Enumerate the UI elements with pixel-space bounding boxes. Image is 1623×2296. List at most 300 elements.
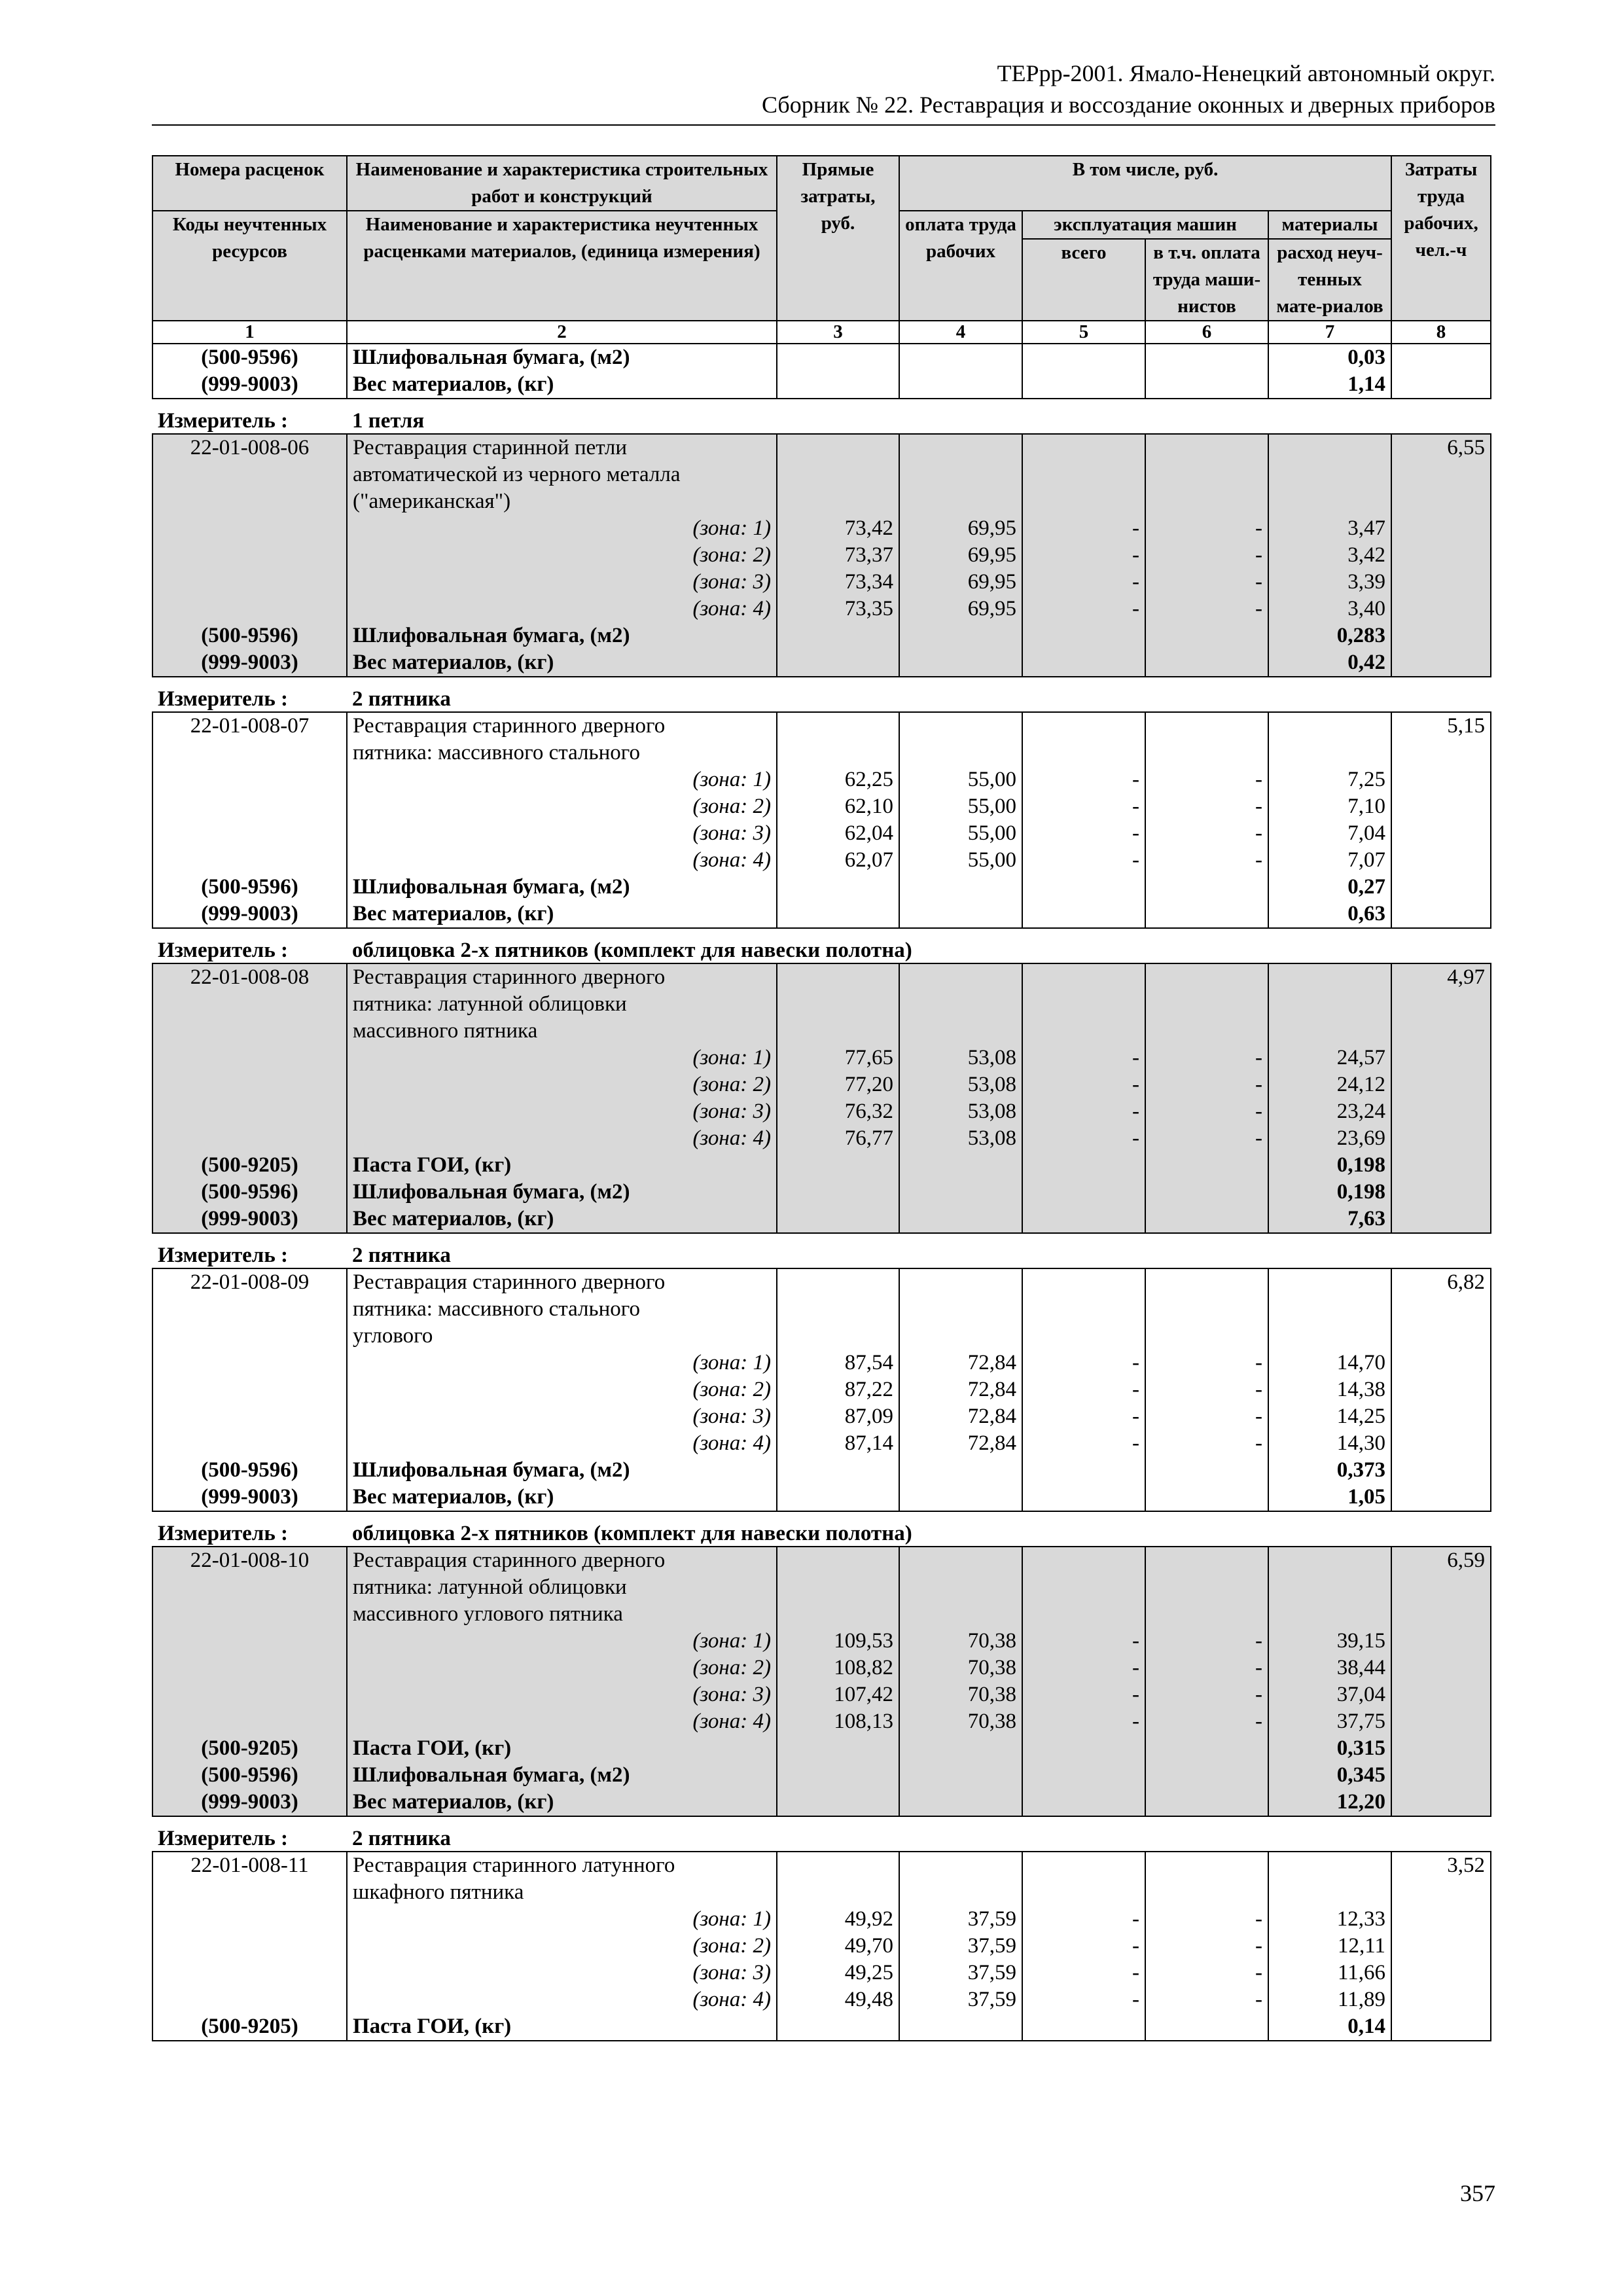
machines-total: -	[1022, 1960, 1145, 1986]
zone-row	[152, 1960, 1491, 1986]
rate-description-row	[152, 1268, 1491, 1296]
materials-cost: 37,75	[1268, 1708, 1391, 1735]
materials-cost: 12,11	[1268, 1933, 1391, 1960]
rate-name-line: пятника: латунной облицовки	[347, 1574, 777, 1601]
labor-cost: 4,97	[1391, 963, 1491, 991]
machines-total: -	[1022, 1403, 1145, 1430]
column-number: 7	[1268, 321, 1391, 344]
machinist-wage: -	[1145, 1655, 1268, 1681]
machinist-wage: -	[1145, 1628, 1268, 1655]
zone-label: (зона: 1)	[347, 1045, 777, 1071]
resource-code: (500-9205)	[152, 1735, 347, 1762]
zone-label: (зона: 2)	[347, 1376, 777, 1403]
machinist-wage: -	[1145, 1071, 1268, 1098]
worker-wage: 70,38	[899, 1708, 1022, 1735]
worker-wage: 70,38	[899, 1628, 1022, 1655]
resource-row	[152, 371, 1491, 399]
resource-name: Шлифовальная бумага, (м2)	[347, 1457, 777, 1484]
zone-row	[152, 1403, 1491, 1430]
rate-code: 22-01-008-07	[152, 712, 347, 740]
resource-code: (500-9596)	[152, 344, 347, 371]
materials-cost: 3,47	[1268, 515, 1391, 542]
resource-row	[152, 1789, 1491, 1816]
resource-name: Вес материалов, (кг)	[347, 371, 777, 399]
machinist-wage: -	[1145, 1681, 1268, 1708]
resource-row	[152, 1179, 1491, 1206]
zone-label: (зона: 2)	[347, 1071, 777, 1098]
rate-code: 22-01-008-08	[152, 963, 347, 991]
direct-cost: 73,37	[777, 542, 899, 569]
direct-cost: 108,82	[777, 1655, 899, 1681]
header-work-name: Наименование и характеристика строительных работ и конструкций	[347, 156, 777, 211]
header-rule	[152, 124, 1495, 126]
zone-label: (зона: 2)	[347, 1933, 777, 1960]
labor-cost: 6,59	[1391, 1547, 1491, 1574]
resource-name: Вес материалов, (кг)	[347, 1484, 777, 1511]
header-labor: Затраты труда рабочих, чел.-ч	[1391, 156, 1491, 321]
labor-cost: 3,52	[1391, 1852, 1491, 1879]
resource-qty: 0,63	[1268, 901, 1391, 928]
zone-label: (зона: 4)	[347, 847, 777, 874]
table-header	[152, 156, 1491, 344]
rate-description-row	[152, 1879, 1491, 1906]
rate-name-line: углового	[347, 1323, 777, 1350]
header-wages: оплата труда рабочих	[899, 211, 1022, 321]
machinist-wage: -	[1145, 542, 1268, 569]
rate-name-line: Реставрация старинного дверного	[347, 712, 777, 740]
resource-row	[152, 2013, 1491, 2041]
worker-wage: 72,84	[899, 1350, 1022, 1376]
machines-total: -	[1022, 515, 1145, 542]
worker-wage: 37,59	[899, 1960, 1022, 1986]
direct-cost: 109,53	[777, 1628, 899, 1655]
zone-label: (зона: 3)	[347, 1960, 777, 1986]
worker-wage: 72,84	[899, 1376, 1022, 1403]
rate-name-line: массивного углового пятника	[347, 1601, 777, 1628]
zone-label: (зона: 1)	[347, 766, 777, 793]
header-machines-total: всего	[1022, 239, 1145, 321]
machines-total: -	[1022, 847, 1145, 874]
materials-cost: 7,10	[1268, 793, 1391, 820]
zone-label: (зона: 3)	[347, 820, 777, 847]
machines-total: -	[1022, 596, 1145, 622]
rate-description-row	[152, 1574, 1491, 1601]
machinist-wage: -	[1145, 1350, 1268, 1376]
machines-total: -	[1022, 793, 1145, 820]
measure-unit: облицовка 2-х пятников (комплект для навески полотна)	[347, 1511, 1491, 1547]
machines-total: -	[1022, 542, 1145, 569]
column-numbers-row	[152, 321, 1491, 344]
rate-description-row	[152, 712, 1491, 740]
measure-row	[152, 677, 1491, 712]
zone-row	[152, 1098, 1491, 1125]
machines-total: -	[1022, 1906, 1145, 1933]
rate-code: 22-01-008-09	[152, 1268, 347, 1296]
direct-cost: 87,22	[777, 1376, 899, 1403]
zone-row	[152, 1125, 1491, 1152]
resource-qty: 0,198	[1268, 1152, 1391, 1179]
worker-wage: 69,95	[899, 569, 1022, 596]
rate-name-line: шкафного пятника	[347, 1879, 777, 1906]
worker-wage: 72,84	[899, 1403, 1022, 1430]
materials-cost: 14,38	[1268, 1376, 1391, 1403]
direct-cost: 49,48	[777, 1986, 899, 2013]
worker-wage: 53,08	[899, 1098, 1022, 1125]
rate-description-row	[152, 991, 1491, 1018]
direct-cost: 76,77	[777, 1125, 899, 1152]
materials-cost: 7,04	[1268, 820, 1391, 847]
direct-cost: 107,42	[777, 1681, 899, 1708]
worker-wage: 55,00	[899, 766, 1022, 793]
direct-cost: 77,20	[777, 1071, 899, 1098]
resource-qty: 0,03	[1268, 344, 1391, 371]
machines-total: -	[1022, 1430, 1145, 1457]
resource-row	[152, 1206, 1491, 1233]
machines-total: -	[1022, 1350, 1145, 1376]
measure-unit: 2 пятника	[347, 1233, 1491, 1268]
measure-label: Измеритель :	[152, 928, 347, 963]
resource-name: Шлифовальная бумага, (м2)	[347, 874, 777, 901]
direct-cost: 62,10	[777, 793, 899, 820]
header-resource-codes: Коды неучтенных ресурсов	[152, 211, 347, 321]
rate-description-row	[152, 1547, 1491, 1574]
rate-description-row	[152, 1018, 1491, 1045]
resource-row	[152, 1152, 1491, 1179]
materials-cost: 23,24	[1268, 1098, 1391, 1125]
zone-row	[152, 1681, 1491, 1708]
worker-wage: 72,84	[899, 1430, 1022, 1457]
worker-wage: 55,00	[899, 793, 1022, 820]
measure-label: Измеритель :	[152, 1816, 347, 1852]
machinist-wage: -	[1145, 1986, 1268, 2013]
resource-qty: 0,315	[1268, 1735, 1391, 1762]
direct-cost: 87,54	[777, 1350, 899, 1376]
zone-row	[152, 847, 1491, 874]
machines-total: -	[1022, 1708, 1145, 1735]
header-materials: материалы	[1268, 211, 1391, 239]
machines-total: -	[1022, 1681, 1145, 1708]
zone-row	[152, 1708, 1491, 1735]
zone-row	[152, 1045, 1491, 1071]
materials-cost: 7,25	[1268, 766, 1391, 793]
zone-label: (зона: 3)	[347, 1098, 777, 1125]
column-number: 4	[899, 321, 1022, 344]
machines-total: -	[1022, 1376, 1145, 1403]
direct-cost: 49,25	[777, 1960, 899, 1986]
machinist-wage: -	[1145, 1906, 1268, 1933]
worker-wage: 37,59	[899, 1906, 1022, 1933]
resource-row	[152, 1735, 1491, 1762]
measure-row	[152, 1816, 1491, 1852]
direct-cost: 62,04	[777, 820, 899, 847]
direct-cost: 49,70	[777, 1933, 899, 1960]
resource-name: Шлифовальная бумага, (м2)	[347, 344, 777, 371]
machines-total: -	[1022, 1986, 1145, 2013]
measure-unit: 2 пятника	[347, 677, 1491, 712]
resource-name: Шлифовальная бумага, (м2)	[347, 622, 777, 649]
rate-description-row	[152, 488, 1491, 515]
resource-name: Вес материалов, (кг)	[347, 901, 777, 928]
materials-cost: 39,15	[1268, 1628, 1391, 1655]
rate-name-line: автоматической из черного металла	[347, 461, 777, 488]
resource-qty: 0,345	[1268, 1762, 1391, 1789]
machinist-wage: -	[1145, 1708, 1268, 1735]
worker-wage: 70,38	[899, 1655, 1022, 1681]
column-number: 2	[347, 321, 777, 344]
resource-code: (500-9596)	[152, 874, 347, 901]
zone-row	[152, 1655, 1491, 1681]
resource-code: (500-9596)	[152, 1179, 347, 1206]
labor-cost: 5,15	[1391, 712, 1491, 740]
resource-qty: 7,63	[1268, 1206, 1391, 1233]
zone-row	[152, 569, 1491, 596]
header-title: ТЕРрр-2001. Ямало-Ненецкий автономный округ.	[997, 60, 1495, 86]
direct-cost: 73,35	[777, 596, 899, 622]
resource-row	[152, 874, 1491, 901]
zone-row	[152, 542, 1491, 569]
resource-row	[152, 344, 1491, 371]
direct-cost: 76,32	[777, 1098, 899, 1125]
resource-name: Паста ГОИ, (кг)	[347, 1735, 777, 1762]
worker-wage: 69,95	[899, 596, 1022, 622]
resource-qty: 0,198	[1268, 1179, 1391, 1206]
direct-cost: 87,14	[777, 1430, 899, 1457]
column-number: 8	[1391, 321, 1491, 344]
rate-name-line: пятника: массивного стального	[347, 1296, 777, 1323]
materials-cost: 24,12	[1268, 1071, 1391, 1098]
measure-label: Измеритель :	[152, 1511, 347, 1547]
zone-row	[152, 820, 1491, 847]
zone-row	[152, 596, 1491, 622]
materials-cost: 37,04	[1268, 1681, 1391, 1708]
rate-name-line: пятника: латунной облицовки	[347, 991, 777, 1018]
resource-code: (999-9003)	[152, 371, 347, 399]
materials-cost: 11,89	[1268, 1986, 1391, 2013]
header-machinist-wages: в т.ч. оплата труда маши-нистов	[1145, 239, 1268, 321]
worker-wage: 55,00	[899, 847, 1022, 874]
zone-label: (зона: 3)	[347, 1681, 777, 1708]
resource-qty: 0,373	[1268, 1457, 1391, 1484]
zone-label: (зона: 2)	[347, 542, 777, 569]
zone-label: (зона: 3)	[347, 569, 777, 596]
zone-row	[152, 793, 1491, 820]
direct-cost: 108,13	[777, 1708, 899, 1735]
materials-cost: 11,66	[1268, 1960, 1391, 1986]
rate-code: 22-01-008-11	[152, 1852, 347, 1879]
resource-qty: 0,283	[1268, 622, 1391, 649]
machinist-wage: -	[1145, 1960, 1268, 1986]
measure-row	[152, 1233, 1491, 1268]
materials-cost: 12,33	[1268, 1906, 1391, 1933]
resource-qty: 0,14	[1268, 2013, 1391, 2041]
rate-description-row	[152, 1601, 1491, 1628]
resource-name: Паста ГОИ, (кг)	[347, 1152, 777, 1179]
zone-row	[152, 1071, 1491, 1098]
header-rate-numbers: Номера расценок	[152, 156, 347, 211]
rate-code: 22-01-008-10	[152, 1547, 347, 1574]
labor-cost: 6,82	[1391, 1268, 1491, 1296]
rate-name-line: Реставрация старинной петли	[347, 434, 777, 461]
resource-row	[152, 901, 1491, 928]
header-direct-costs: Прямые затраты, руб.	[777, 156, 899, 321]
direct-cost: 62,07	[777, 847, 899, 874]
machines-total: -	[1022, 1045, 1145, 1071]
zone-row	[152, 1430, 1491, 1457]
worker-wage: 53,08	[899, 1125, 1022, 1152]
zone-label: (зона: 1)	[347, 1906, 777, 1933]
zone-label: (зона: 4)	[347, 1708, 777, 1735]
zone-label: (зона: 4)	[347, 1125, 777, 1152]
resource-name: Вес материалов, (кг)	[347, 1789, 777, 1816]
rate-description-row	[152, 1296, 1491, 1323]
worker-wage: 69,95	[899, 542, 1022, 569]
machines-total: -	[1022, 1628, 1145, 1655]
zone-label: (зона: 4)	[347, 1986, 777, 2013]
rate-name-line: Реставрация старинного дверного	[347, 1547, 777, 1574]
machinist-wage: -	[1145, 596, 1268, 622]
zone-label: (зона: 2)	[347, 793, 777, 820]
measure-row	[152, 1511, 1491, 1547]
rate-name-line: массивного пятника	[347, 1018, 777, 1045]
resource-code: (500-9205)	[152, 1152, 347, 1179]
direct-cost: 49,92	[777, 1906, 899, 1933]
header-machines: эксплуатация машин	[1022, 211, 1268, 239]
zone-row	[152, 1376, 1491, 1403]
column-number: 5	[1022, 321, 1145, 344]
machinist-wage: -	[1145, 1403, 1268, 1430]
resource-code: (500-9596)	[152, 622, 347, 649]
table-body	[152, 344, 1491, 2041]
rate-description-row	[152, 1323, 1491, 1350]
machines-total: -	[1022, 1655, 1145, 1681]
measure-label: Измеритель :	[152, 677, 347, 712]
worker-wage: 69,95	[899, 515, 1022, 542]
direct-cost: 77,65	[777, 1045, 899, 1071]
rate-description-row	[152, 1852, 1491, 1879]
header-material-name: Наименование и характеристика неучтенных расценками материалов, (единица измерения)	[347, 211, 777, 321]
labor-cost: 6,55	[1391, 434, 1491, 461]
machines-total: -	[1022, 766, 1145, 793]
zone-row	[152, 1906, 1491, 1933]
resource-row	[152, 649, 1491, 677]
rate-name-line: Реставрация старинного латунного	[347, 1852, 777, 1879]
column-number: 6	[1145, 321, 1268, 344]
column-number: 3	[777, 321, 899, 344]
rate-description-row	[152, 963, 1491, 991]
machinist-wage: -	[1145, 569, 1268, 596]
measure-unit: 1 петля	[347, 399, 1491, 434]
resource-row	[152, 1484, 1491, 1511]
zone-label: (зона: 4)	[347, 1430, 777, 1457]
rate-description-row	[152, 434, 1491, 461]
measure-row	[152, 928, 1491, 963]
resource-qty: 0,42	[1268, 649, 1391, 677]
materials-cost: 24,57	[1268, 1045, 1391, 1071]
direct-cost: 73,42	[777, 515, 899, 542]
rate-name-line: Реставрация старинного дверного	[347, 1268, 777, 1296]
machines-total: -	[1022, 569, 1145, 596]
resource-code: (999-9003)	[152, 1789, 347, 1816]
machinist-wage: -	[1145, 820, 1268, 847]
header-material-consumption: расход неуч-тенных мате-риалов	[1268, 239, 1391, 321]
resource-name: Шлифовальная бумага, (м2)	[347, 1762, 777, 1789]
machinist-wage: -	[1145, 1376, 1268, 1403]
worker-wage: 55,00	[899, 820, 1022, 847]
resource-code: (999-9003)	[152, 1206, 347, 1233]
measure-unit: 2 пятника	[347, 1816, 1491, 1852]
materials-cost: 23,69	[1268, 1125, 1391, 1152]
worker-wage: 53,08	[899, 1045, 1022, 1071]
machines-total: -	[1022, 1933, 1145, 1960]
materials-cost: 14,30	[1268, 1430, 1391, 1457]
materials-cost: 3,39	[1268, 569, 1391, 596]
resource-row	[152, 1457, 1491, 1484]
zone-label: (зона: 3)	[347, 1403, 777, 1430]
machinist-wage: -	[1145, 793, 1268, 820]
resource-qty: 1,14	[1268, 371, 1391, 399]
price-table	[152, 155, 1491, 2041]
resource-name: Шлифовальная бумага, (м2)	[347, 1179, 777, 1206]
machinist-wage: -	[1145, 1098, 1268, 1125]
zone-row	[152, 515, 1491, 542]
zone-row	[152, 1933, 1491, 1960]
zone-label: (зона: 4)	[347, 596, 777, 622]
resource-name: Паста ГОИ, (кг)	[347, 2013, 777, 2041]
resource-qty: 1,05	[1268, 1484, 1391, 1511]
worker-wage: 37,59	[899, 1933, 1022, 1960]
resource-code: (999-9003)	[152, 901, 347, 928]
measure-label: Измеритель :	[152, 399, 347, 434]
resource-code: (999-9003)	[152, 1484, 347, 1511]
materials-cost: 7,07	[1268, 847, 1391, 874]
machinist-wage: -	[1145, 1125, 1268, 1152]
resource-code: (500-9596)	[152, 1457, 347, 1484]
zone-label: (зона: 1)	[347, 515, 777, 542]
zone-row	[152, 1350, 1491, 1376]
materials-cost: 14,25	[1268, 1403, 1391, 1430]
worker-wage: 37,59	[899, 1986, 1022, 2013]
resource-row	[152, 622, 1491, 649]
rate-code: 22-01-008-06	[152, 434, 347, 461]
direct-cost: 73,34	[777, 569, 899, 596]
header-including: В том числе, руб.	[899, 156, 1391, 211]
resource-qty: 12,20	[1268, 1789, 1391, 1816]
zone-row	[152, 1986, 1491, 2013]
resource-code: (500-9205)	[152, 2013, 347, 2041]
worker-wage: 70,38	[899, 1681, 1022, 1708]
machines-total: -	[1022, 820, 1145, 847]
rate-name-line: пятника: массивного стального	[347, 740, 777, 766]
zone-row	[152, 1628, 1491, 1655]
rate-name-line: Реставрация старинного дверного	[347, 963, 777, 991]
measure-row	[152, 399, 1491, 434]
zone-label: (зона: 2)	[347, 1655, 777, 1681]
header-subtitle: Сборник № 22. Реставрация и воссоздание оконных и дверных приборов	[761, 92, 1495, 118]
column-number: 1	[152, 321, 347, 344]
resource-code: (500-9596)	[152, 1762, 347, 1789]
machinist-wage: -	[1145, 766, 1268, 793]
page-number: 357	[1460, 2180, 1495, 2206]
zone-label: (зона: 1)	[347, 1628, 777, 1655]
rate-description-row	[152, 740, 1491, 766]
resource-qty: 0,27	[1268, 874, 1391, 901]
machines-total: -	[1022, 1125, 1145, 1152]
machines-total: -	[1022, 1098, 1145, 1125]
zone-row	[152, 766, 1491, 793]
materials-cost: 14,70	[1268, 1350, 1391, 1376]
resource-code: (999-9003)	[152, 649, 347, 677]
resource-row	[152, 1762, 1491, 1789]
